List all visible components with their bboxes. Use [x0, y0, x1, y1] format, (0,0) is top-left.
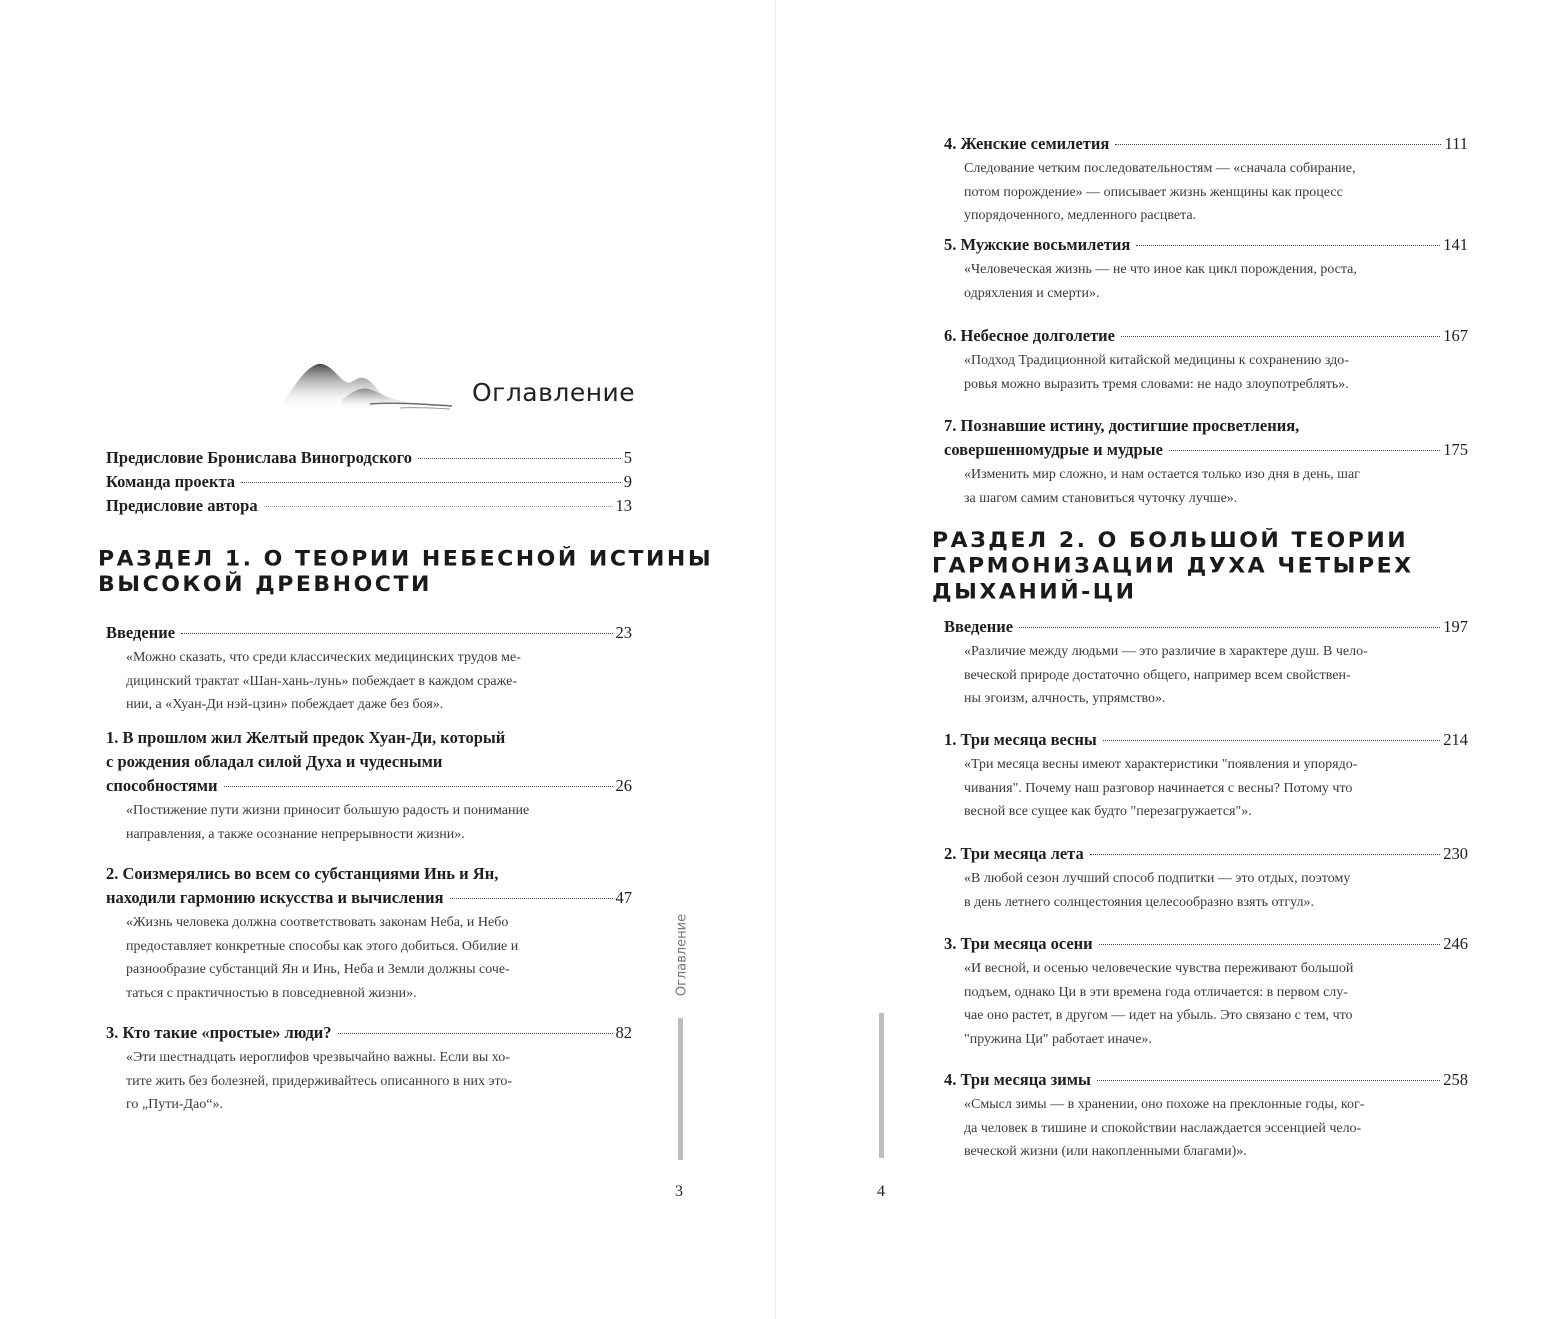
page-number-left: 3 [675, 1183, 683, 1200]
dot-leader [241, 482, 621, 483]
toc-entry-s1-5 [944, 233, 1468, 305]
entry-title: 2. Три месяца лета [944, 844, 1084, 863]
entry-page: 167 [1443, 326, 1468, 345]
toc-entry-s2-3 [944, 932, 1468, 1051]
toc-entry-s1-6 [944, 324, 1468, 396]
side-running-title: Оглавление [674, 913, 690, 997]
dot-leader [1019, 627, 1440, 628]
entry-title: Предисловие автора [106, 496, 258, 515]
entry-title: Введение [106, 623, 176, 642]
page-number-right: 4 [877, 1183, 885, 1200]
entry-title: Команда проекта [106, 472, 236, 491]
entry-quote: «Подход Традиционной китайской медицины к сохранению здо- ровья можно выразить тремя словами: не надо злоупотреблять». [964, 353, 1349, 392]
side-bar-left [678, 1018, 683, 1160]
entry-quote: «Постижение пути жизни приносит большую радость и понимание направления, а также осознание непрерывности жизни». [126, 803, 530, 842]
entry-page: 214 [1443, 730, 1468, 749]
front-entry-3 [106, 494, 632, 518]
entry-quote: «И весной, и осенью человеческие чувства переживают большой подъем, однако Ци в эти времена года отличается: в первом слу- чае оно растет, в другом — идет на убыль. Это связано с тем, что "пружина Ци" работает иначе». [964, 961, 1354, 1047]
entry-title-line: 7. Познавшие истину, достигшие просветления, [944, 416, 1300, 435]
section-1-title: РАЗДЕЛ 1. О ТЕОРИИ НЕБЕСНОЙ ИСТИНЫ ВЫСОКОЙ ДРЕВНОСТИ [98, 547, 714, 597]
entry-quote: «Смысл зимы — в хранении, оно похоже на преклонные годы, ког- да человек в тишине и спокойствии наслаждается эссенцией чело- веческой жизни (или накопленными благами)». [964, 1097, 1365, 1159]
entry-title-line: 2. Соизмерялись во всем со субстанциями Инь и Ян, [106, 864, 499, 883]
entry-quote: Следование четким последовательностям — «сначала собирание, потом порождение» — описывает жизнь женщины как процесс упорядоченного, медленного расцвета. [964, 161, 1356, 223]
dot-leader [1103, 740, 1441, 741]
dot-leader [1136, 245, 1440, 246]
entry-title: 4. Три месяца зимы [944, 1070, 1091, 1089]
entry-title: совершенномудрые и мудрые [944, 440, 1163, 459]
entry-page: 82 [615, 1023, 632, 1042]
entry-page: 111 [1444, 134, 1468, 153]
entry-title-line: с рождения обладал силой Духа и чудесными [106, 752, 443, 771]
entry-page: 230 [1443, 844, 1468, 863]
toc-entry-s1-7 [944, 414, 1468, 510]
entry-page: 13 [615, 496, 632, 515]
dot-leader [1090, 854, 1441, 855]
entry-page: 9 [623, 472, 632, 491]
entry-page: 47 [615, 888, 632, 907]
dot-leader [1121, 336, 1440, 337]
entry-quote: «В любой сезон лучший способ подпитки — это отдых, поэтому в день летнего солнцестояния целесообразно взять отгул». [964, 871, 1351, 910]
dot-leader [1115, 144, 1441, 145]
entry-page: 175 [1443, 440, 1468, 459]
front-entry-2 [106, 470, 632, 494]
entry-quote: «Три месяца весны имеют характеристики "появления и упорядо- чивания". Почему наш разговор начинается с весны? Потому что весной все сущее как будто "перезагружается"». [964, 757, 1358, 819]
entry-title: 3. Кто такие «простые» люди? [106, 1023, 332, 1042]
entry-page: 246 [1443, 934, 1468, 953]
entry-title: 5. Мужские восьмилетия [944, 235, 1131, 254]
dot-leader [181, 633, 612, 634]
entry-title: 6. Небесное долголетие [944, 326, 1116, 345]
left-page [0, 0, 776, 1319]
entry-title: Введение [944, 617, 1014, 636]
entry-page: 197 [1443, 617, 1468, 636]
entry-quote: «Различие между людьми — это различие в характере душ. В чело- веческой природе достаточно общего, например всем свойствен- ны эгоизм, алчность, упрямство». [964, 644, 1368, 706]
entry-quote: «Эти шестнадцать иероглифов чрезвычайно важны. Если вы хо- тите жить без болезней, придерживайтесь описанного в них это- го „Пути-Дао“». [126, 1050, 513, 1112]
entry-title: 1. Три месяца весны [944, 730, 1097, 749]
front-entry-1 [106, 446, 632, 470]
toc-heading: Оглавление [472, 378, 636, 407]
entry-page: 258 [1443, 1070, 1468, 1089]
entry-page: 5 [623, 448, 632, 467]
entry-page: 26 [615, 776, 632, 795]
entry-quote: «Изменить мир сложно, и нам остается только изо дня в день, шаг за шагом самим становиться чуточку лучше». [964, 467, 1360, 506]
toc-entry-s2-1 [944, 728, 1468, 824]
toc-entry-s1-4 [944, 132, 1468, 228]
right-page [776, 0, 1553, 1319]
dot-leader [450, 898, 613, 899]
entry-title-line: 1. В прошлом жил Желтый предок Хуан-Ди, который [106, 728, 506, 747]
dot-leader [1099, 944, 1441, 945]
entry-title: находили гармонию искусства и вычисления [106, 888, 444, 907]
toc-entry-s2-4 [944, 1068, 1468, 1164]
dot-leader [264, 506, 613, 507]
entry-quote: «Можно сказать, что среди классических медицинских трудов ме- дицинский трактат «Шан-хань-лунь» побеждает в каждом сраже- нии, а «Хуан-Ди нэй-цзин» побеждает даже без боя». [126, 650, 521, 712]
dot-leader [224, 786, 613, 787]
dot-leader [1169, 450, 1440, 451]
toc-entry-s1-intro [106, 621, 632, 717]
toc-entry-s1-3 [106, 1021, 632, 1117]
mountain-ink-decoration [282, 360, 462, 412]
toc-entry-s1-1 [106, 726, 632, 846]
toc-entry-s2-intro [944, 615, 1468, 711]
toc-entry-s1-2 [106, 862, 632, 1005]
toc-entry-s2-2 [944, 842, 1468, 914]
entry-page: 141 [1443, 235, 1468, 254]
entry-title: способностями [106, 776, 218, 795]
section-2-title: РАЗДЕЛ 2. О БОЛЬШОЙ ТЕОРИИ ГАРМОНИЗАЦИИ ДУХА ЧЕТЫРЕХ ДЫХАНИЙ-ЦИ [932, 528, 1414, 605]
entry-title: 4. Женские семилетия [944, 134, 1110, 153]
side-bar-right [879, 1013, 884, 1158]
entry-quote: «Человеческая жизнь — не что иное как цикл порождения, роста, одряхления и смерти». [964, 262, 1357, 301]
entry-title: 3. Три месяца осени [944, 934, 1093, 953]
dot-leader [338, 1033, 613, 1034]
dot-leader [1097, 1080, 1440, 1081]
entry-title: Предисловие Бронислава Виногродского [106, 448, 412, 467]
entry-quote: «Жизнь человека должна соответствовать законам Неба, и Небо предоставляет конкретные способы как этого добиться. Обилие и разнообразие субстанций Ян и Инь, Неба и Земли должны сочe- таться с практичностью в повседневной жизни». [126, 915, 519, 1001]
dot-leader [418, 458, 621, 459]
entry-page: 23 [615, 623, 632, 642]
